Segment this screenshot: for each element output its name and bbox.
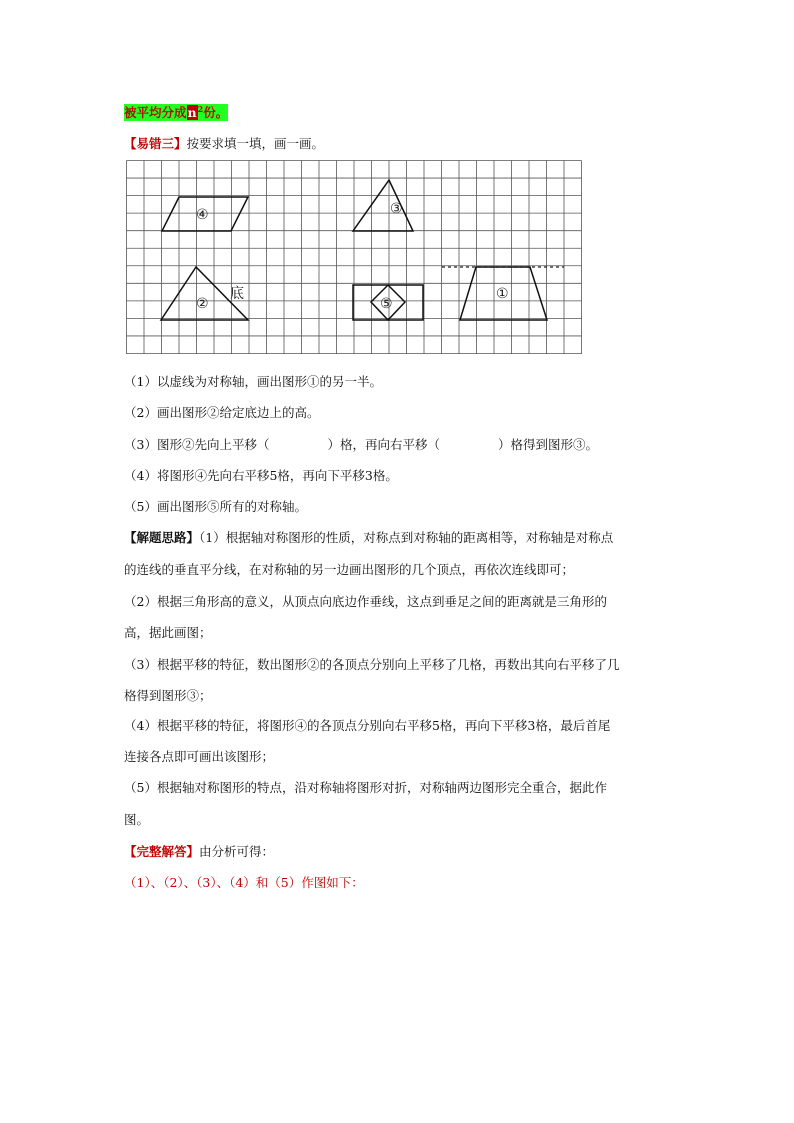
base-label: 底 [230,286,244,302]
analysis-line-7: （4）根据平移的特征，将图形④的各顶点分别向右平移5格，再向下平移3格，最后首尾 [124,718,611,733]
answer-heading: 【完整解答】由分析可得： [124,844,275,859]
heading-label: 【易错三】 [124,136,187,151]
grid-figure [126,160,582,356]
top-note-text: 被平均分成$n^2$份。 [124,104,229,121]
question-1: （1）以虚线为对称轴，画出图形①的另一半。 [124,374,382,389]
shape-5-label: ⑤ [380,296,393,312]
top-note [124,100,228,122]
shape-4-label: ④ [196,207,209,223]
analysis-line-10: 图。 [124,812,150,827]
analysis-line-6: 格得到图形③； [124,688,212,703]
shape-3-triangle [353,180,413,231]
shape-3-label: ③ [390,201,403,217]
heading-text: 按要求填一填，画一画。 [186,136,325,151]
analysis-line-2: 的连线的垂直平分线，在对称轴的另一边画出图形的几个顶点，再依次连线即可； [124,562,575,577]
analysis-line-9: （5）根据轴对称图形的特点，沿对称轴将图形对折，对称轴两边图形完全重合，据此作 [124,780,607,795]
analysis-line-1: 【解题思路】（1）根据轴对称图形的性质，对称点到对称轴的距离相等，对称轴是对称点 [124,530,614,545]
section-heading [124,135,324,153]
answer-line: （1）、（2）、（3）、（4）和（5）作图如下： [124,875,364,890]
analysis-line-5: （3）根据平移的特征，数出图形②的各顶点分别向上平移了几格，再数出其向右平移了几 [124,657,620,672]
question-4: （4）将图形④先向右平移5格，再向下平移3格。 [124,468,398,483]
analysis-line-8: 连接各点即可画出该图形； [124,749,275,764]
shape-2-label: ② [196,296,209,312]
question-5: （5）画出图形⑤所有的对称轴。 [124,499,307,514]
shape-1-label: ① [496,286,509,302]
question-2: （2）画出图形②给定底边上的高。 [124,405,320,420]
analysis-line-4: 高，据此画图； [124,625,212,640]
analysis-line-3: （2）根据三角形高的意义，从顶点向底边作垂线，这点到垂足之间的距离就是三角形的 [124,594,607,609]
question-3: （3）图形②先向上平移（ ）格，再向右平移（ ）格得到图形③。 [124,437,598,452]
